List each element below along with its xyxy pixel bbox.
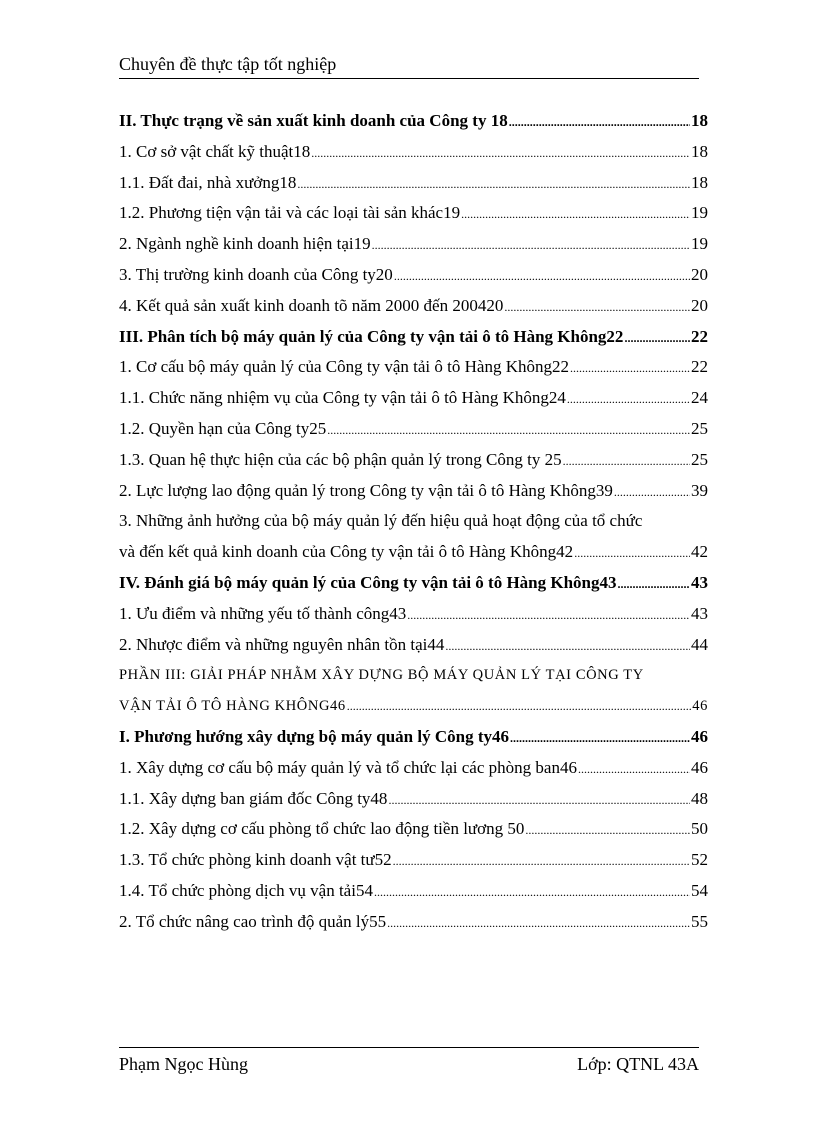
toc-entry-title: 1.3. Tổ chức phòng kinh doanh vật tư52 bbox=[119, 850, 392, 870]
dot-leader bbox=[563, 445, 690, 476]
dot-leader bbox=[525, 814, 690, 845]
toc-entry-title: 1.2. Xây dựng cơ cấu phòng tổ chức lao động tiền lương 50 bbox=[119, 819, 525, 839]
toc-entry bbox=[119, 414, 708, 445]
toc-page-number: 18 bbox=[691, 141, 708, 161]
page-footer bbox=[119, 1052, 699, 1076]
dot-leader bbox=[327, 414, 690, 445]
toc-entry-title: 2. Ngành nghề kinh doanh hiện tại19 bbox=[119, 234, 371, 254]
toc-entry-title: 2. Nhược điểm và những nguyên nhân tồn tại44 bbox=[119, 634, 445, 654]
toc-entry-title: 1.1. Chức năng nhiệm vụ của Công ty vận tải ô tô Hàng Không24 bbox=[119, 388, 566, 408]
dot-leader bbox=[618, 568, 690, 599]
toc-entry-title: 2. Tổ chức nâng cao trình độ quản lý55 bbox=[119, 911, 387, 931]
dot-leader bbox=[347, 691, 692, 722]
dot-leader bbox=[510, 722, 690, 753]
class-label: Lớp: QTNL 43A bbox=[577, 1054, 699, 1074]
dot-leader bbox=[372, 229, 690, 260]
toc-entry-title: 1. Ưu điểm và những yếu tố thành công43 bbox=[119, 603, 407, 623]
toc-entry bbox=[119, 630, 708, 661]
table-of-contents bbox=[119, 106, 708, 938]
toc-entry-title: 1.1. Đất đai, nhà xưởng18 bbox=[119, 172, 297, 192]
footer-divider bbox=[119, 1047, 699, 1048]
toc-page-number: 19 bbox=[691, 234, 708, 254]
toc-entry bbox=[119, 168, 708, 199]
document-title: Chuyên đề thực tập tốt nghiệp bbox=[119, 54, 337, 74]
dot-leader bbox=[407, 599, 690, 630]
toc-entry bbox=[119, 106, 708, 137]
toc-entry bbox=[119, 691, 708, 722]
toc-entry bbox=[119, 352, 708, 383]
toc-page-number: 18 bbox=[691, 111, 708, 130]
toc-entry-title: 1.4. Tổ chức phòng dịch vụ vận tải54 bbox=[119, 880, 373, 900]
toc-page-number: 46 bbox=[691, 757, 708, 777]
toc-page-number: 42 bbox=[691, 542, 708, 562]
toc-entry-title: 3. Thị trường kinh doanh của Công ty20 bbox=[119, 264, 393, 284]
toc-entry-title: 4. Kết quả sản xuất kinh doanh tõ năm 2000 đến 200420 bbox=[119, 295, 504, 315]
toc-page-number: 20 bbox=[691, 295, 708, 315]
dot-leader bbox=[574, 537, 690, 568]
toc-entry-title: III. Phân tích bộ máy quản lý của Công ty vận tải ô tô Hàng Không22 bbox=[119, 326, 624, 346]
toc-entry-title: 1. Cơ sở vật chất kỹ thuật18 bbox=[119, 141, 311, 161]
toc-page-number: 48 bbox=[691, 788, 708, 808]
dot-leader bbox=[394, 260, 690, 291]
dot-leader bbox=[570, 352, 690, 383]
toc-entry bbox=[119, 260, 708, 291]
toc-entry bbox=[119, 537, 708, 568]
toc-entry-title: VẬN TẢI Ô TÔ HÀNG KHÔNG46 bbox=[119, 698, 346, 715]
dot-leader bbox=[445, 630, 690, 661]
author-name: Phạm Ngọc Hùng bbox=[119, 1054, 248, 1074]
toc-entry-title: IV. Đánh giá bộ máy quản lý của Công ty vận tải ô tô Hàng Không43 bbox=[119, 572, 617, 592]
toc-page-number: 55 bbox=[691, 911, 708, 931]
toc-entry bbox=[119, 784, 708, 815]
toc-entry bbox=[119, 322, 708, 353]
toc-entry-first-line: PHẦN III: GIẢI PHÁP NHẰM XÂY DỰNG BỘ MÁY QUẢN LÝ TẠI CÔNG TY bbox=[119, 667, 644, 684]
dot-leader bbox=[297, 168, 690, 199]
toc-entry bbox=[119, 845, 708, 876]
toc-page-number: 22 bbox=[691, 326, 708, 346]
toc-entry bbox=[119, 137, 708, 168]
dot-leader bbox=[504, 291, 690, 322]
dot-leader bbox=[614, 476, 690, 507]
toc-page-number: 19 bbox=[691, 203, 708, 223]
toc-entry bbox=[119, 753, 708, 784]
dot-leader bbox=[311, 137, 690, 168]
toc-entry-title: 1.3. Quan hệ thực hiện của các bộ phận quản lý trong Công ty 25 bbox=[119, 449, 562, 469]
toc-entry-title: 2. Lực lượng lao động quản lý trong Công ty vận tải ô tô Hàng Không39 bbox=[119, 480, 613, 500]
toc-entry-title: 1. Cơ cấu bộ máy quản lý của Công ty vận tải ô tô Hàng Không22 bbox=[119, 357, 569, 377]
toc-entry bbox=[119, 722, 708, 753]
toc-entry bbox=[119, 476, 708, 507]
toc-entry bbox=[119, 568, 708, 599]
toc-entry-title: II. Thực trạng về sản xuất kinh doanh của Công ty 18 bbox=[119, 111, 508, 130]
toc-page-number: 20 bbox=[691, 264, 708, 284]
dot-leader bbox=[374, 876, 690, 907]
toc-entry bbox=[119, 198, 708, 229]
toc-page-number: 54 bbox=[691, 880, 708, 900]
toc-entry bbox=[119, 291, 708, 322]
dot-leader bbox=[624, 322, 690, 353]
dot-leader bbox=[387, 907, 690, 938]
dot-leader bbox=[509, 106, 690, 137]
dot-leader bbox=[388, 784, 690, 815]
toc-entry-title: I. Phương hướng xây dựng bộ máy quản lý Công ty46 bbox=[119, 726, 510, 746]
toc-page-number: 46 bbox=[691, 726, 708, 746]
toc-page-number: 25 bbox=[691, 449, 708, 469]
toc-page-number: 52 bbox=[691, 850, 708, 870]
toc-entry bbox=[119, 814, 708, 845]
toc-entry-first-line: 3. Những ảnh hưởng của bộ máy quản lý đến hiệu quả hoạt động của tổ chức bbox=[119, 511, 643, 531]
toc-page-number: 18 bbox=[691, 172, 708, 192]
dot-leader bbox=[567, 383, 690, 414]
toc-page-number: 43 bbox=[691, 603, 708, 623]
dot-leader bbox=[578, 753, 690, 784]
toc-entry-title: 1.2. Phương tiện vận tải và các loại tài sản khác19 bbox=[119, 203, 461, 223]
toc-page-number: 22 bbox=[691, 357, 708, 377]
toc-page-number: 43 bbox=[691, 572, 708, 592]
toc-entry-title: 1. Xây dựng cơ cấu bộ máy quản lý và tổ chức lại các phòng ban46 bbox=[119, 757, 577, 777]
toc-page-number: 44 bbox=[691, 634, 708, 654]
toc-entry-title: 1.1. Xây dựng ban giám đốc Công ty48 bbox=[119, 788, 388, 808]
toc-page-number: 50 bbox=[691, 819, 708, 839]
toc-entry bbox=[119, 599, 708, 630]
toc-entry bbox=[119, 383, 708, 414]
toc-entry bbox=[119, 229, 708, 260]
toc-entry bbox=[119, 445, 708, 476]
toc-page-number: 39 bbox=[691, 480, 708, 500]
page-header bbox=[119, 52, 699, 79]
toc-entry-title: và đến kết quả kinh doanh của Công ty vận tải ô tô Hàng Không42 bbox=[119, 542, 574, 562]
dot-leader bbox=[393, 845, 690, 876]
toc-page-number: 25 bbox=[691, 418, 708, 438]
toc-entry-title: 1.2. Quyền hạn của Công ty25 bbox=[119, 418, 327, 438]
toc-page-number: 24 bbox=[691, 388, 708, 408]
toc-entry bbox=[119, 907, 708, 938]
toc-entry bbox=[119, 876, 708, 907]
dot-leader bbox=[461, 198, 690, 229]
toc-page-number: 46 bbox=[692, 698, 708, 715]
